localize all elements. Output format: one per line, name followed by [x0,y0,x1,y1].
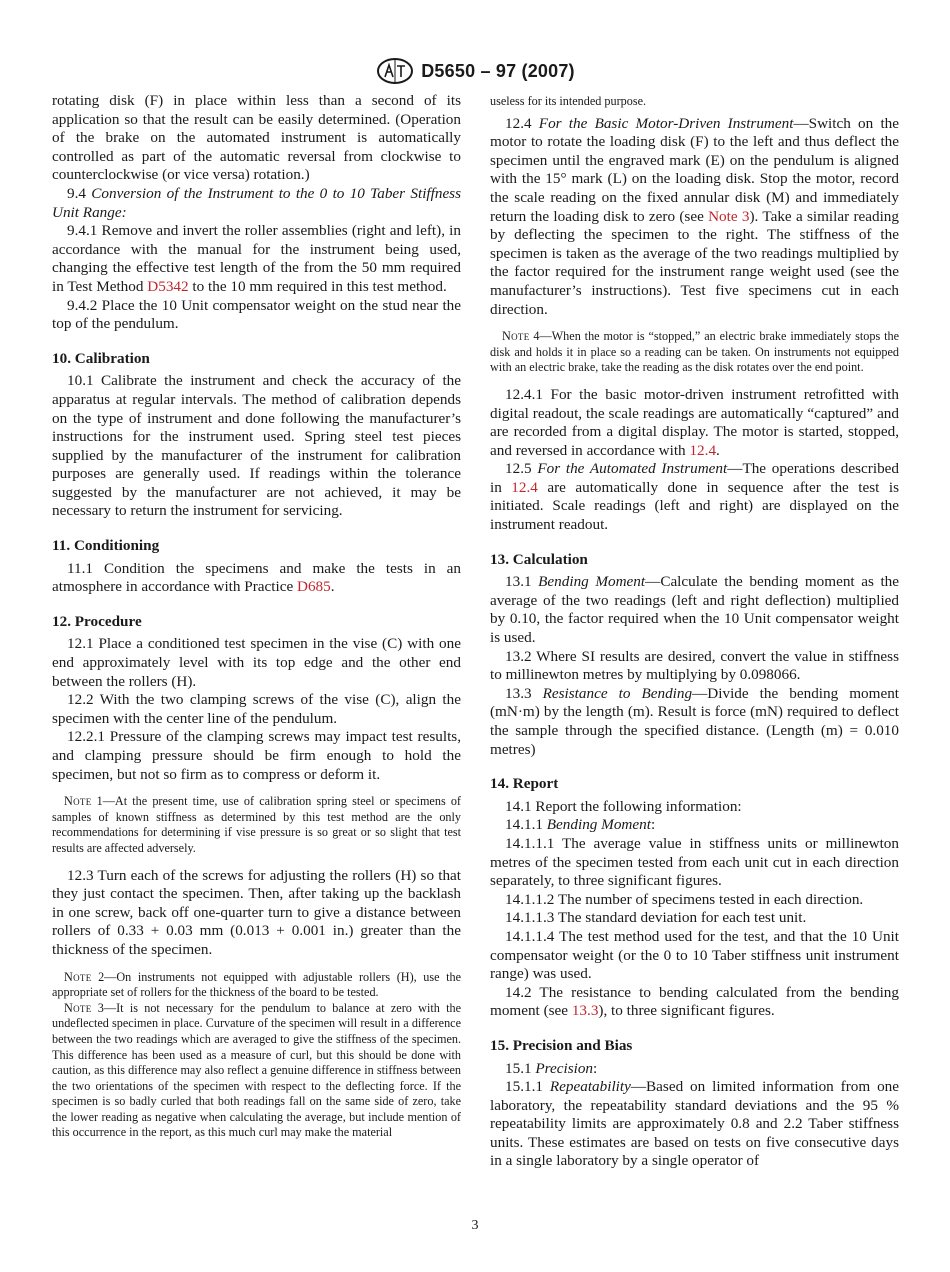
section-14-1-1-3: 14.1.1.3 The standard deviation for each test unit. [505,909,807,927]
heading-precision-and-bias: 15. Precision and Bias [490,1036,633,1054]
section-14-2: 14.2 The resistance to bending calculated from the bending moment (see 13.3), to three significant figures. [490,983,899,1020]
page-number: 3 [471,1218,479,1233]
heading-report: 14. Report [490,775,559,793]
note-3: Note 3—It is not necessary for the pendulum to balance at zero with the undeflected specimen in place. Curvature of the specimen will result in a difference between the two readings which are averaged to give the stiffness of the specimen. This difference has been used as a measure of curl, but this should be done with caution, as this difference may also reflect a genuine difference in stiffness between the two orientations of the specimen with respect to the deflecting force. If the specimen is so badly curled that both readings fall on the same side of zero, take the lower reading as negative when calculating the average, but include mention of this occurrence in the report, as this much curl may make the material [52,1000,461,1140]
section-12-2-1: 12.2.1 Pressure of the clamping screws may impact test results, and clamping pressure should be firm enough to hold the specimen, but not so firm as to compress or deform it. [52,728,461,783]
section-13-2: 13.2 Where SI results are desired, convert the value in stiffness to millinewton metres by multiplying by 0.098066. [490,647,899,684]
astm-logo-icon [375,57,415,85]
section-12-3: 12.3 Turn each of the screws for adjusting the rollers (H) so that they just contact the specimen. Then, after taking up the backlash in one screw, back off one-quarter turn to give a distance between rollers of 0.33 + 0.03 mm (0.013 + 0.001 in.) greater than the thickness of the specimen. [52,866,461,958]
note-2: Note 2—On instruments not equipped with adjustable rollers (H), use the appropriate set of rollers for the thickness of the board to be tested. [52,969,461,1000]
note-4: Note 4—When the motor is “stopped,” an electric brake immediately stops the disk and holds it in place so a reading can be taken. On instruments not equipped with an electric brake, take the reading as the disk rotates over the end point. [490,329,899,375]
paragraph-rotating-disk: rotating disk (F) in place within less than a second of its application so that the result can be easily determined. (Operation of the brake on the automated instrument is automatically controlled as part of the automatic reversal from clockwise to counterclockwise (or vice versa) rotation.) [52,92,461,184]
page-header [0,55,950,87]
link-12-4-b[interactable]: 12.4 [511,478,538,496]
heading-calibration: 10. Calibration [52,349,150,367]
section-12-2: 12.2 With the two clamping screws of the vise (C), align the specimen with the center line of the pendulum. [52,691,461,727]
section-15-1-1: 15.1.1 Repeatability—Based on limited information from one laboratory, the repeatability standard deviations and the 95 % repeatability limits are approximately 0.8 and 2.2 Taber stiffness units. These estimates are based on tests on five consecutive days in a single laboratory by a single operator of [490,1078,900,1170]
section-14-1-1-4: 14.1.1.4 The test method used for the test, and that the 10 Unit compensator weight (or the 0 to 10 Taber stiffness unit instrument range) was used. [490,927,899,983]
link-12-4[interactable]: 12.4 [689,441,717,459]
section-11-1: 11.1 Condition the specimens and make the tests in an atmosphere in accordance with Practice D685. [52,559,461,596]
link-d5342[interactable]: D5342 [147,277,189,295]
section-10-1: 10.1 Calibrate the instrument and check the accuracy of the apparatus at regular intervals. The method of calibration depends on the type of instrument and done following the manufacturer’s instructions for the instrument used. Spring steel test pieces supplied by the manufacturer of the instrument for calibration purposes are generally used. If readings within the tolerance suggested by the manufacturer are not achieved, it may be necessary to return the instrument for servicing. [52,372,461,520]
section-14-1: 14.1 Report the following information: [505,797,742,815]
section-14-1-1-2: 14.1.1.2 The number of specimens tested in each direction. [505,890,864,908]
note-1: Note 1—At the present time, use of calibration spring steel or specimens of samples of known stiffness as determined by this test method are the only recommendations for determining if vise pressure is so great or so slight that test results are affected adversely. [52,794,461,855]
left-column [52,92,461,1141]
section-12-1: 12.1 Place a conditioned test specimen in the vise (C) with one end approximately level with its top edge and the other end between the rollers (H). [52,635,461,690]
link-d685[interactable]: D685 [297,578,331,596]
link-note-3[interactable]: Note 3 [708,207,750,225]
link-13-3[interactable]: 13.3 [571,1002,599,1020]
heading-calculation: 13. Calculation [490,550,588,568]
right-column [490,94,899,1171]
document-designation: D5650 – 97 (2007) [421,60,575,81]
section-9-4-1: 9.4.1 Remove and invert the roller assemblies (right and left), in accordance with the manual for the instrument being used, changing the effective test length of the from the 50 mm required in Test Method D5342 to the 10 mm required in this test method. [52,222,461,295]
section-13-1: 13.1 Bending Moment—Calculate the bending moment as the average of the two readings (left and right deflection) multiplied by 0.10, the factor required when the 10 Unit compensator weight is used. [490,573,900,647]
heading-conditioning: 11. Conditioning [52,537,160,555]
heading-procedure: 12. Procedure [52,612,142,630]
section-14-1-1: 14.1.1 Bending Moment: [505,816,656,834]
section-9-4-2: 9.4.2 Place the 10 Unit compensator weight on the stud near the top of the pendulum. [52,296,461,333]
section-12-4: 12.4 For the Basic Motor-Driven Instrument—Switch on the motor to rotate the loading disk (F) to the left and thus deflect the specimen until the engraved mark (E) on the pendulum is aligned with the 15° mark (L) on the loading disk. Stop the motor, record the scale reading on the fixed annular disk (M) and immediately return the loading disk to zero (see Note 3). Take a similar reading by deflecting the specimen to the right. The stiffness of the specimen is taken as the average of the two readings multiplied by the factor required for the instrument range weight used (see the manufacturer’s instructions). Test five specimens cut in each direction. [490,114,900,318]
section-12-5: 12.5 For the Automated Instrument—The operations described in 12.4 are automatically done in sequence after the test is initiated. Scale readings (left and right) are displayed on the instrument readout. [490,460,899,534]
note-3-continued: useless for its intended purpose. [490,94,647,108]
section-9-4: 9.4 Conversion of the Instrument to the 0 to 10 Taber Stiffness Unit Range: [52,184,462,221]
section-12-4-1: 12.4.1 For the basic motor-driven instrument retrofitted with digital readout, the scale readings are automatically “captured” and are recorded from a digital display. The motor is started, stopped, and reversed in accordance with 12.4. [490,385,899,459]
section-13-3: 13.3 Resistance to Bending—Divide the bending moment (mN·m) by the length (m). Result is force (mN) required to deflect the sample through the specified distance. (Length (m) = 0.010 metres) [490,684,900,758]
section-15-1: 15.1 Precision: [505,1059,598,1077]
section-14-1-1-1: 14.1.1.1 The average value in stiffness units or millinewton metres of the specimen tested from each unit cut in each direction separately, to three significant figures. [490,834,899,890]
